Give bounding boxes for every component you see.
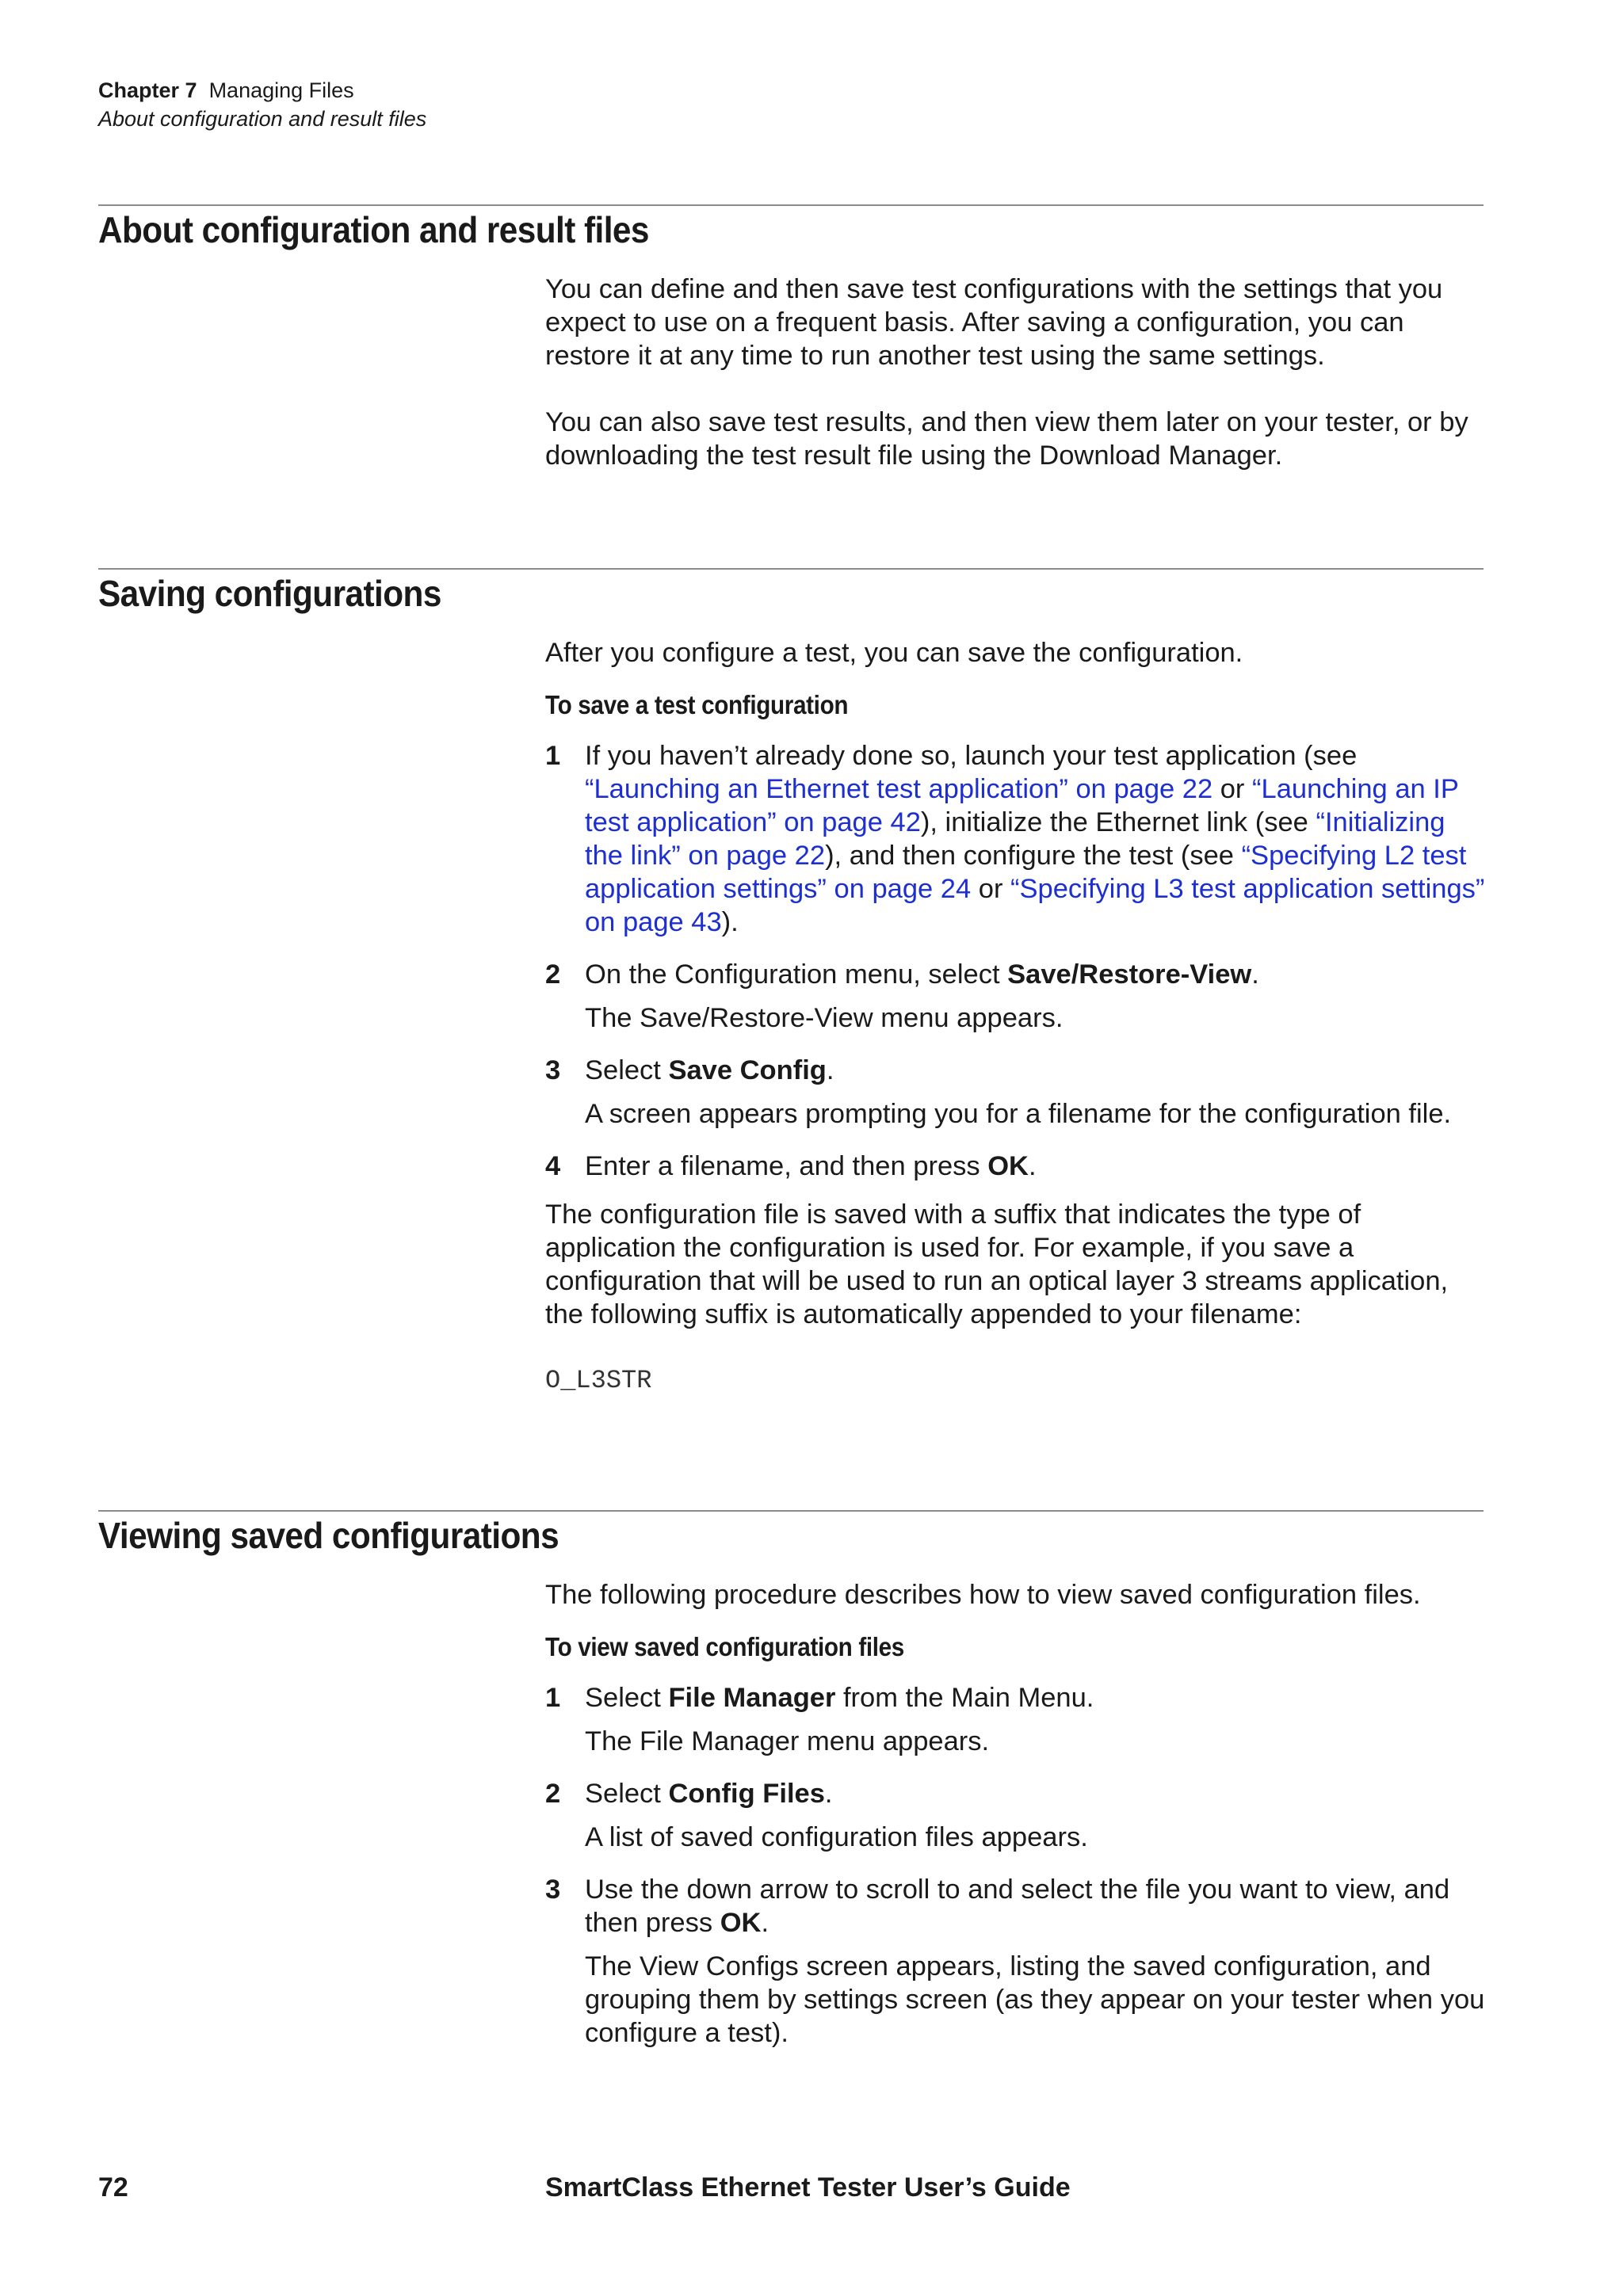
ui-term: OK [720, 1908, 762, 1938]
ui-term: Save Config [668, 1055, 827, 1085]
section-title-about: About configuration and result files [98, 209, 649, 250]
section-body-saving [545, 636, 1488, 1398]
step-text: If you haven’t already done so, launch your test application (see “Launching an Ethernet test application” on page 22 or “Launching an IP test application” on page 42), initialize the Ethernet link (see “Initializing the link” on page 22), and then configure the test (see “Specifying L2 test application settings” on page 24 or “Specifying L3 test application settings” on page 43). [585, 741, 1485, 937]
procedure-step [545, 1777, 1488, 1854]
step-number: 3 [545, 1875, 561, 1905]
paragraph: You can define and then save test configurations with the settings that you expect to use on a frequent basis. After saving a configuration, you can restore it at any time to run another test using the same settings. [545, 274, 1443, 371]
step-text: Select File Manager from the Main Menu. [585, 1683, 1094, 1713]
procedure-step [545, 1873, 1488, 2050]
step-text: Enter a filename, and then press OK. [585, 1151, 1037, 1181]
procedure-step [545, 1150, 1488, 1183]
step-result: A list of saved configuration files appears. [585, 1822, 1088, 1852]
running-header [98, 76, 426, 133]
cross-reference-link[interactable]: “Specifying L2 test application settings” on page 24 [585, 841, 1467, 904]
section-title-saving: Saving configurations [98, 573, 441, 614]
step-result: The View Configs screen appears, listing the saved configuration, and grouping them by settings screen (as they appear on your tester when you configure a test). [585, 1951, 1485, 2048]
step-number: 1 [545, 1683, 561, 1713]
cross-reference-link[interactable]: “Launching an IP test application” on page 42 [585, 774, 1459, 837]
ui-term: Save/Restore-View [1007, 959, 1252, 990]
paragraph: The configuration file is saved with a suffix that indicates the type of application the configuration is used for. For example, if you save a configuration that will be used to run an optical layer 3 streams application, the following suffix is automatically appended to your filename: [545, 1199, 1449, 1329]
file-suffix-code: O_L3STR [545, 1366, 652, 1395]
step-result: The Save/Restore-View menu appears. [585, 1003, 1064, 1033]
chapter-title: Managing Files [208, 78, 354, 102]
running-section-title: About configuration and result files [98, 107, 427, 131]
step-number: 2 [545, 959, 561, 990]
section-body-about [545, 273, 1488, 472]
procedure-step [545, 739, 1488, 939]
step-result: The File Manager menu appears. [585, 1726, 990, 1756]
procedure-title: To save a test configuration [545, 690, 849, 719]
step-number: 4 [545, 1151, 561, 1181]
book-title: SmartClass Ethernet Tester User’s Guide [545, 2172, 1071, 2203]
step-number: 2 [545, 1779, 561, 1809]
cross-reference-link[interactable]: “Specifying L3 test application settings” on page 43 [585, 874, 1485, 937]
step-text: Select Save Config. [585, 1055, 834, 1085]
ui-term: Config Files [668, 1779, 825, 1809]
section-title-viewing: Viewing saved configurations [98, 1515, 559, 1556]
section-divider [98, 568, 1484, 570]
procedure-step [545, 958, 1488, 1035]
step-number: 3 [545, 1055, 561, 1085]
procedure-title: To view saved configuration files [545, 1632, 904, 1661]
chapter-number: Chapter 7 [98, 78, 197, 102]
step-text: Select Config Files. [585, 1779, 833, 1809]
step-text: Use the down arrow to scroll to and select the file you want to view, and then press OK. [585, 1875, 1450, 1938]
ui-term: OK [987, 1151, 1029, 1181]
ui-term: File Manager [668, 1683, 836, 1713]
section-divider [98, 1510, 1484, 1512]
paragraph: You can also save test results, and then view them later on your tester, or by downloading the test result file using the Download Manager. [545, 407, 1468, 471]
page-number: 72 [98, 2172, 128, 2203]
step-number: 1 [545, 741, 561, 771]
step-text: On the Configuration menu, select Save/Restore-View. [585, 959, 1259, 990]
cross-reference-link[interactable]: “Launching an Ethernet test application” on page 22 [585, 774, 1213, 804]
intro-paragraph: After you configure a test, you can save the configuration. [545, 638, 1243, 668]
procedure-step [545, 1681, 1488, 1758]
procedure-step [545, 1054, 1488, 1131]
section-body-viewing [545, 1578, 1488, 2050]
chapter-line [98, 76, 426, 105]
cross-reference-link[interactable]: “Initializing the link” on page 22 [585, 807, 1445, 871]
section-divider [98, 204, 1484, 206]
step-result: A screen appears prompting you for a filename for the configuration file. [585, 1099, 1452, 1129]
intro-paragraph: The following procedure describes how to view saved configuration files. [545, 1580, 1421, 1610]
